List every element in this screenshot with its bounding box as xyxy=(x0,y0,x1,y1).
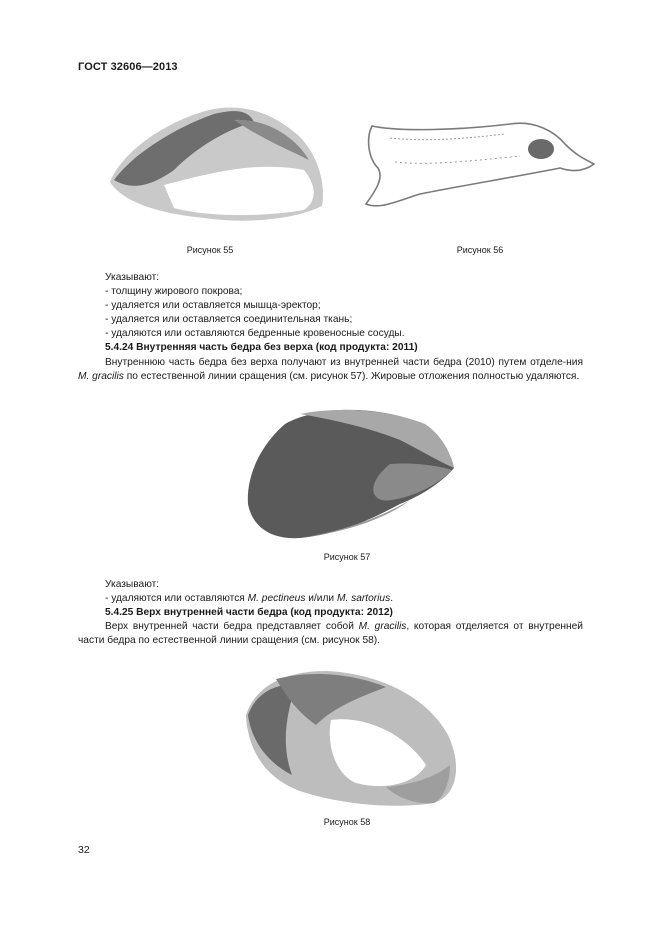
latin-term: M. gracilis xyxy=(78,370,124,382)
list-item: - удаляются или оставляются M. pectineus и/или M. sartorius. xyxy=(105,593,394,605)
latin-term: M. pectineus xyxy=(247,593,306,605)
page-number: 32 xyxy=(78,844,90,856)
list-item: - удаляются или оставляются бедренные кровеносные сосуды. xyxy=(105,328,405,340)
figure-55-image xyxy=(104,100,334,230)
list-item: - удаляется или оставляется мышца-эректор; xyxy=(105,300,321,312)
text-block-1 xyxy=(78,271,583,384)
figure-58-image xyxy=(236,665,466,810)
figure-56-caption: Рисунок 56 xyxy=(456,245,504,255)
latin-term: M. gracilis xyxy=(358,621,407,633)
figure-58-caption: Рисунок 58 xyxy=(323,817,371,827)
figure-55-caption: Рисунок 55 xyxy=(186,245,234,255)
figure-56-image xyxy=(360,118,600,213)
indications-intro: Указывают: xyxy=(105,272,160,283)
figure-57-image xyxy=(240,404,460,544)
section-5-4-24-text: Внутреннюю часть бедра без верха получают из внутренней части бедра (2010) путем отделе-ния M. gracilis по естественной линии сращения (см. рисунок 57). Жировые отложения полностью удаляются. xyxy=(78,356,583,382)
text-block-2 xyxy=(78,578,583,648)
list-item: - толщину жирового покрова; xyxy=(105,286,243,298)
document-header: ГОСТ 32606—2013 xyxy=(78,61,178,73)
figure-57-caption: Рисунок 57 xyxy=(323,552,371,562)
section-5-4-25-text: Верх внутренней части бедра представляет собой M. gracilis, которая отделяется от внутренней части бедра по естественной линии сращения (см. рисунок 58). xyxy=(78,621,583,647)
latin-term: M. sartorius xyxy=(336,593,391,605)
section-heading-5-4-24: 5.4.24 Внутренняя часть бедра без верха (код продукта: 2011) xyxy=(105,342,418,354)
indications-intro: Указывают: xyxy=(105,579,160,590)
list-item: - удаляется или оставляется соединительная ткань; xyxy=(105,314,353,326)
section-heading-5-4-25: 5.4.25 Верх внутренней части бедра (код продукта: 2012) xyxy=(105,607,393,619)
